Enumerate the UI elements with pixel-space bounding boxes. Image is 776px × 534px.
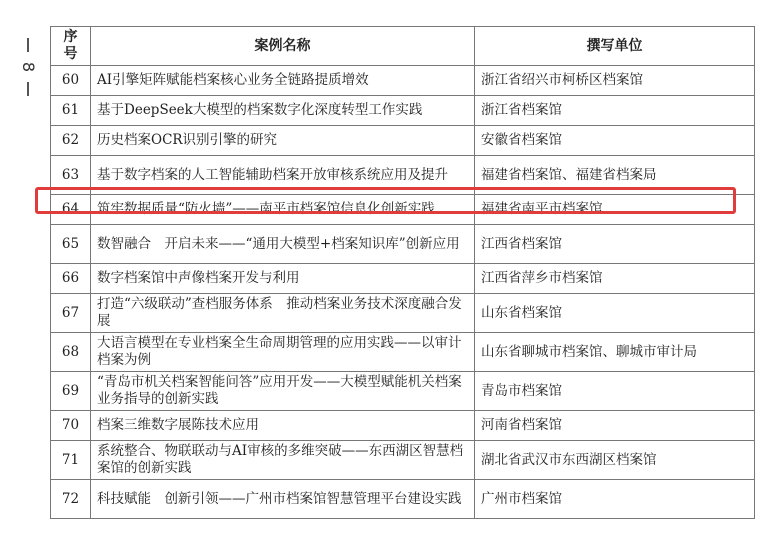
highlight-box bbox=[35, 187, 736, 214]
page-number-marker bbox=[14, 38, 42, 96]
row-unit: 江西省萍乡市档案馆 bbox=[475, 264, 755, 294]
row-case-name: 档案三维数字展陈技术应用 bbox=[91, 411, 475, 441]
row-case-name: 筑牢数据质量“防火墙”——南平市档案馆信息化创新实践 bbox=[91, 195, 475, 225]
row-no: 60 bbox=[51, 66, 91, 96]
page-number: 8 bbox=[19, 61, 38, 73]
row-no: 63 bbox=[51, 156, 91, 195]
table-row bbox=[51, 333, 755, 372]
row-no: 66 bbox=[51, 264, 91, 294]
row-unit: 安徽省档案馆 bbox=[475, 126, 755, 156]
row-no: 65 bbox=[51, 225, 91, 264]
row-case-name: “青岛市机关档案智能问答”应用开发——大模型赋能机关档案业务指导的创新实践 bbox=[91, 372, 475, 411]
row-case-name: 基于DeepSeek大模型的档案数字化深度转型工作实践 bbox=[91, 96, 475, 126]
row-unit: 江西省档案馆 bbox=[475, 225, 755, 264]
row-unit: 山东省聊城市档案馆、聊城市审计局 bbox=[475, 333, 755, 372]
table-row bbox=[51, 441, 755, 480]
table-row bbox=[51, 480, 755, 519]
page-marker-bottom-dash bbox=[27, 82, 29, 96]
table-row bbox=[51, 264, 755, 294]
table-row bbox=[51, 96, 755, 126]
row-case-name: 历史档案OCR识别引擎的研究 bbox=[91, 126, 475, 156]
table-header-row bbox=[51, 27, 755, 66]
row-unit: 浙江省绍兴市柯桥区档案馆 bbox=[475, 66, 755, 96]
row-case-name: 数智融合 开启未来——“通用大模型+档案知识库”创新应用 bbox=[91, 225, 475, 264]
row-case-name: 数字档案馆中声像档案开发与利用 bbox=[91, 264, 475, 294]
table-row bbox=[51, 411, 755, 441]
row-no: 64 bbox=[51, 195, 91, 225]
row-unit: 广州市档案馆 bbox=[475, 480, 755, 519]
row-no: 62 bbox=[51, 126, 91, 156]
row-no: 61 bbox=[51, 96, 91, 126]
row-case-name: 科技赋能 创新引领——广州市档案馆智慧管理平台建设实践 bbox=[91, 480, 475, 519]
row-unit: 福建省南平市档案馆 bbox=[475, 195, 755, 225]
header-case-name: 案例名称 bbox=[91, 27, 475, 66]
header-unit: 撰写单位 bbox=[475, 27, 755, 66]
row-case-name: AI引擎矩阵赋能档案核心业务全链路提质增效 bbox=[91, 66, 475, 96]
row-no: 70 bbox=[51, 411, 91, 441]
row-unit: 浙江省档案馆 bbox=[475, 96, 755, 126]
row-case-name: 系统整合、物联联动与AI审核的多维突破——东西湖区智慧档案馆的创新实践 bbox=[91, 441, 475, 480]
table-row bbox=[51, 294, 755, 333]
table-row bbox=[51, 126, 755, 156]
row-case-name: 大语言模型在专业档案全生命周期管理的应用实践——以审计档案为例 bbox=[91, 333, 475, 372]
row-case-name: 基于数字档案的人工智能辅助档案开放审核系统应用及提升 bbox=[91, 156, 475, 195]
table-row bbox=[51, 66, 755, 96]
row-no: 67 bbox=[51, 294, 91, 333]
row-case-name: 打造“六级联动”查档服务体系 推动档案业务技术深度融合发展 bbox=[91, 294, 475, 333]
page-marker-top-dash bbox=[27, 38, 29, 52]
row-no: 68 bbox=[51, 333, 91, 372]
row-unit: 青岛市档案馆 bbox=[475, 372, 755, 411]
header-no: 序号 bbox=[51, 27, 91, 66]
row-unit: 山东省档案馆 bbox=[475, 294, 755, 333]
row-unit: 福建省档案馆、福建省档案局 bbox=[475, 156, 755, 195]
row-no: 69 bbox=[51, 372, 91, 411]
row-no: 71 bbox=[51, 441, 91, 480]
row-unit: 湖北省武汉市东西湖区档案馆 bbox=[475, 441, 755, 480]
row-no: 72 bbox=[51, 480, 91, 519]
table-row bbox=[51, 225, 755, 264]
case-table bbox=[50, 26, 755, 519]
table-row bbox=[51, 372, 755, 411]
row-unit: 河南省档案馆 bbox=[475, 411, 755, 441]
